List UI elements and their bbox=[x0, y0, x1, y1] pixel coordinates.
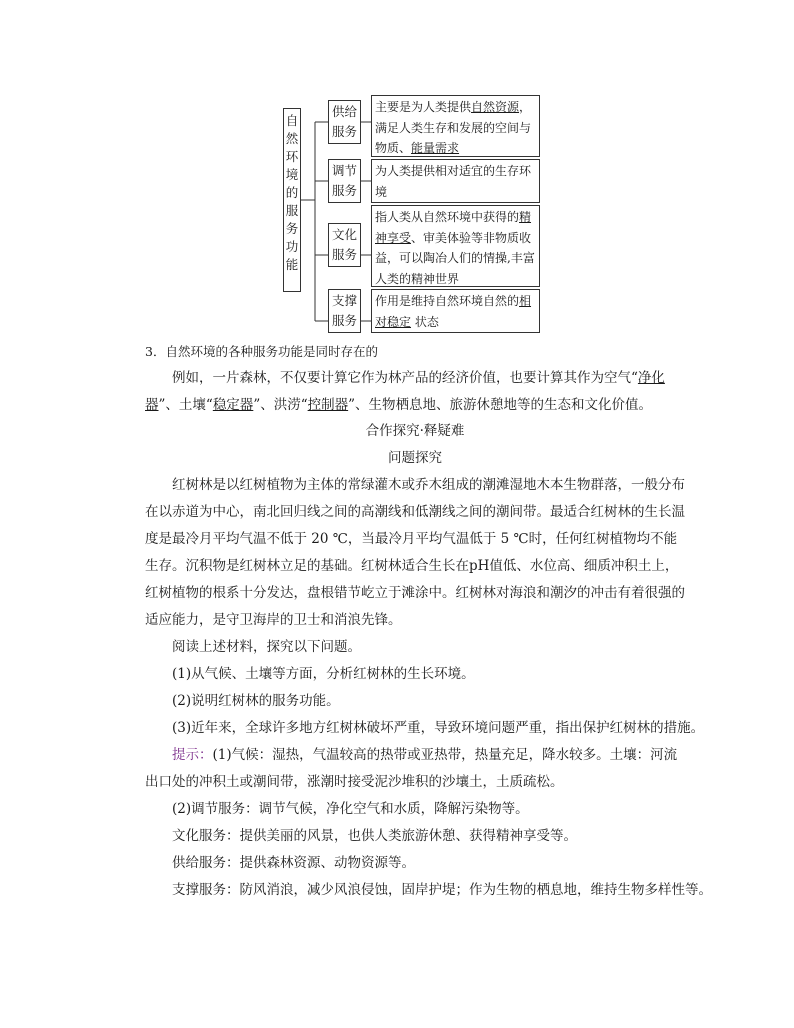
desc-blank: 能量需求 bbox=[411, 141, 460, 155]
answer-1 bbox=[145, 742, 685, 796]
desc-blank: 自然资源 bbox=[471, 100, 520, 114]
service-name-line: 调节 bbox=[331, 163, 357, 178]
root-char: 的 bbox=[285, 185, 299, 200]
section-3-heading: 3．自然环境的各种服务功能是同时存在的 bbox=[145, 344, 378, 359]
regulation-service-node bbox=[328, 159, 361, 203]
service-name-line: 供给 bbox=[331, 104, 357, 119]
desc-text: 作用是维持自然环境自然的 bbox=[375, 294, 520, 308]
question-1: (1)从气候、土壤等方面，分析红树林的生长环境。 bbox=[172, 666, 475, 682]
service-name-line: 服务 bbox=[331, 183, 357, 198]
root-char: 务 bbox=[285, 221, 299, 236]
question-2: (2)说明红树林的服务功能。 bbox=[172, 693, 340, 709]
root-char: 环 bbox=[285, 149, 299, 164]
cooperation-title: 合作探究·释疑难 bbox=[365, 423, 465, 439]
supply-service-node bbox=[328, 100, 361, 144]
culture-service-desc bbox=[371, 205, 540, 287]
section-3 bbox=[145, 338, 685, 419]
question-3: (3)近年来，全球许多地方红树林破坏严重，导致环境问题严重，指出保护红树林的措施。 bbox=[172, 720, 705, 736]
desc-text: ，满足人类生存和发展的空间与物质 bbox=[375, 100, 532, 155]
answer-4: 供给服务：提供森林资源、动物资源等。 bbox=[172, 855, 415, 871]
blank-controller: 控制器 bbox=[307, 397, 349, 413]
service-name-line: 支撑 bbox=[331, 293, 357, 308]
desc-blank: 相对稳定 bbox=[375, 294, 532, 329]
service-name-line: 文化 bbox=[331, 227, 357, 242]
desc-text: 、审美体验等非物质收益，可以陶冶人们的情操,丰富人类的精神世界 bbox=[375, 230, 535, 286]
answer-5: 支撑服务：防风消浪，减少风浪侵蚀，固岸护堤；作为生物的栖息地，维持生物多样性等。 bbox=[172, 882, 712, 898]
cooperation-section bbox=[145, 418, 712, 904]
root-char: 功 bbox=[285, 239, 299, 254]
service-name-line: 服务 bbox=[331, 247, 357, 262]
example-text: 例如，一片森林，不仅要计算它作为林产品的经济价值，也要计算其作为空气“ bbox=[172, 370, 638, 386]
example-text: ”、土壤“ bbox=[158, 397, 213, 413]
service-name-line: 服务 bbox=[331, 313, 357, 328]
desc-text: 状态 bbox=[414, 314, 439, 329]
desc-text: 为人类提供相对适宜的生存环境 bbox=[375, 164, 532, 199]
culture-service-node bbox=[328, 223, 361, 267]
root-node bbox=[283, 108, 301, 292]
example-text: ”、洪涝“ bbox=[253, 397, 308, 413]
service-name-line: 服务 bbox=[331, 124, 357, 139]
root-char: 然 bbox=[285, 131, 299, 146]
blank-purifier: 净化器 bbox=[145, 370, 665, 413]
hint-label: 提示： bbox=[172, 747, 213, 763]
root-char: 自 bbox=[285, 113, 299, 128]
answer-3: 文化服务：提供美丽的风景，也供人类旅游休憩、获得精神享受等。 bbox=[172, 828, 577, 844]
root-char: 服 bbox=[285, 203, 299, 218]
section-3-example bbox=[145, 365, 685, 419]
support-service-desc bbox=[371, 289, 540, 333]
root-char: 能 bbox=[285, 257, 299, 272]
regulation-service-desc bbox=[371, 159, 540, 203]
desc-blank: 精神享受 bbox=[375, 210, 532, 245]
material-paragraph: 红树林是以红树植物为主体的常绿灌木或乔木组成的潮滩湿地木本生物群落，一般分布在以赤道为中心，南北回归线之间的高潮线和低潮线之间的潮间带。最适合红树林的生长温度是最冷月平均气温不低于 20 ℃，当最冷月平均气温低于 5 ℃时，任何红树植物均不能生存。沉积物是红树林立足的基础。红树林适合生长在pH值低、水位高、细质冲积土上，红树植物的根系十分发达，盘根错节屹立于滩涂中。红树林对海浪和潮汐的冲击有着很强的适应能力，是守卫海岸的卫士和消浪先锋。 bbox=[145, 477, 685, 628]
blank-stabilizer: 稳定器 bbox=[212, 397, 254, 413]
example-text: ”、生物栖息地、旅游休憩地等的生态和文化价值。 bbox=[348, 397, 653, 413]
problem-subtitle: 问题探究 bbox=[388, 450, 442, 466]
desc-text: 主要是为人类提供 bbox=[375, 100, 472, 114]
reading-prompt: 阅读上述材料，探究以下问题。 bbox=[172, 639, 361, 655]
support-service-node bbox=[328, 289, 361, 333]
answer-2: (2)调节服务：调节气候，净化空气和水质，降解污染物等。 bbox=[172, 801, 529, 817]
service-function-diagram bbox=[280, 95, 545, 335]
supply-service-desc: 主要是为人类提供自然资源，满足人类生存和发展的空间与物质、能量需求 bbox=[371, 95, 540, 157]
root-char: 境 bbox=[285, 167, 299, 182]
desc-text: 指人类从自然环境中获得的 bbox=[375, 210, 520, 224]
answer-text: (1)气候：湿热，气温较高的热带或亚热带，热量充足，降水较多。土壤：河流出口处的冲积土或潮间带，涨潮时接受泥沙堆积的沙壤土，土质疏松。 bbox=[145, 747, 678, 790]
